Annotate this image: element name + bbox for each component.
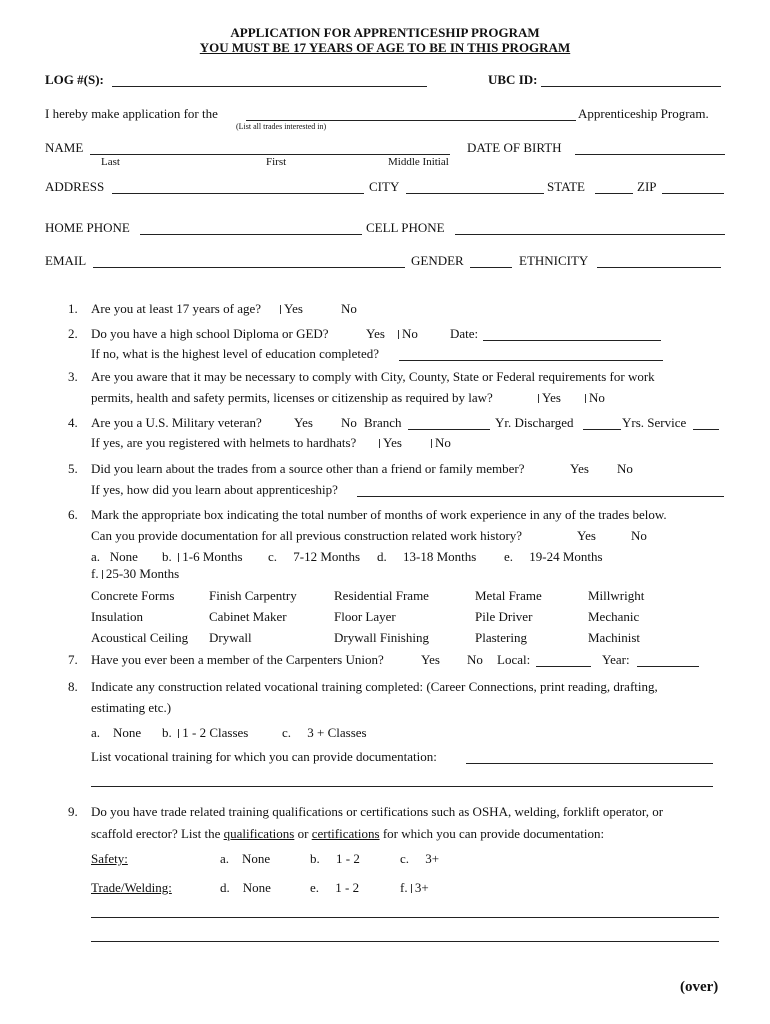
trade-item[interactable]: Pile Driver [475,609,533,624]
dob-field[interactable] [575,154,725,155]
checkbox-icon [538,394,539,403]
trade-item[interactable]: Finish Carpentry [209,588,297,603]
q9-trade-option-d[interactable] [220,881,271,894]
q2-date-field[interactable] [483,340,661,341]
checkbox-icon [178,729,179,738]
email-label: EMAIL [45,253,87,268]
q8-b-letter: b. [162,725,172,740]
q7-text: Have you ever been a member of the Carpenters Union? [91,652,384,667]
q5-text: Did you learn about the trades from a source other than a friend or family member? [91,461,525,476]
trade-item[interactable]: Machinist [588,630,640,645]
q4-discharged-field[interactable] [583,429,621,430]
checkbox-icon [431,439,432,448]
dob-label: DATE OF BIRTH [467,140,562,155]
q9-line2-part: scaffold erector? List the [91,826,221,841]
q4-h2h-no-label: No [435,435,451,450]
q9-td-letter: d. [220,880,230,895]
q5-subquestion: If yes, how did you learn about apprenticeship? [91,482,338,497]
q6-d-letter: d. [377,549,387,564]
trade-item[interactable]: Drywall Finishing [334,630,429,645]
checkbox-icon [178,553,179,562]
q9-line2 [91,827,604,840]
q8-list-field-2[interactable] [91,786,713,787]
name-first-hint: First [266,156,287,168]
q8-line2: estimating etc.) [91,700,172,715]
q2-subquestion: If no, what is the highest level of education completed? [91,346,380,361]
q6-f-label: 25-30 Months [105,566,180,581]
ubc-id-field[interactable] [541,86,721,87]
q5-number: 5. [68,461,78,476]
city-label: CITY [369,179,400,194]
trade-item[interactable]: Plastering [475,630,527,645]
form-title: APPLICATION FOR APPRENTICESHIP PROGRAM [230,25,540,40]
trade-item[interactable]: Metal Frame [475,588,542,603]
q9-sc-letter: c. [400,851,410,866]
state-label: STATE [547,179,585,194]
q9-number: 9. [68,804,78,819]
q9-trade-option-f[interactable] [400,881,429,894]
q7-no-option[interactable]: No [467,652,483,667]
trade-item[interactable]: Mechanic [588,609,640,624]
ethnicity-label: ETHNICITY [519,253,589,268]
q8-option-a[interactable] [91,726,141,739]
over-indicator: (over) [680,979,719,995]
q8-number: 8. [68,679,78,694]
address-field[interactable] [112,193,364,194]
q9-tf-letter: f. [400,880,408,895]
trades-interested-field[interactable] [246,120,576,121]
q4-text: Are you a U.S. Military veteran? [91,415,262,430]
q6-option-c[interactable] [268,550,360,563]
checkbox-icon [280,305,281,314]
q6-yes-option[interactable]: Yes [577,528,596,543]
q4-yes-option[interactable]: Yes [294,415,313,430]
q9-safety-option-a[interactable] [220,852,270,865]
zip-field[interactable] [662,193,724,194]
q3-line2: permits, health and safety permits, licenses or citizenship as required by law? [91,390,493,405]
q7-number: 7. [68,652,78,667]
q9-te-letter: e. [310,880,320,895]
q9-safety-option-b[interactable] [310,852,360,865]
q9-list-field-1[interactable] [91,917,719,918]
trade-item[interactable]: Millwright [588,588,645,603]
q2-education-field[interactable] [399,360,663,361]
q6-option-d[interactable] [377,550,476,563]
q5-no-option[interactable]: No [617,461,633,476]
q8-c-letter: c. [282,725,292,740]
name-middle-hint: Middle Initial [388,156,449,168]
checkbox-icon [379,439,380,448]
q9-line1: Do you have trade related training qualifications or certifications such as OSHA, welding, forklift operator, or [91,804,664,819]
q4-h2h-yes-option[interactable] [379,436,402,449]
q8-a-label: None [113,725,142,740]
checkbox-icon [398,330,399,339]
ethnicity-field[interactable] [597,267,721,268]
q8-list-field[interactable] [466,763,713,764]
city-field[interactable] [406,193,544,194]
name-last-hint: Last [101,156,120,168]
zip-label: ZIP [637,179,657,194]
q4-discharged-label: Yr. Discharged [495,415,574,430]
q4-service-field[interactable] [693,429,719,430]
q8-a-letter: a. [91,725,101,740]
q2-number: 2. [68,326,78,341]
cell-phone-field[interactable] [455,234,725,235]
ubc-id-label: UBC ID: [488,72,538,87]
q9-line2-end: for which you can provide documentation: [382,826,605,841]
checkbox-icon [102,570,103,579]
q7-year-field[interactable] [637,666,699,667]
q8-list-label: List vocational training for which you can provide documentation: [91,749,437,764]
q9-sc-label: 3+ [425,851,440,866]
q5-source-field[interactable] [357,496,724,497]
q7-local-field[interactable] [536,666,591,667]
q8-c-label: 3 + Classes [307,725,367,740]
q6-c-label: 7-12 Months [293,549,361,564]
q3-no-label: No [589,390,605,405]
q6-option-a[interactable] [91,550,138,563]
q9-sa-label: None [242,851,271,866]
trade-item[interactable]: Floor Layer [334,609,396,624]
q6-option-b[interactable] [162,550,243,563]
q6-c-letter: c. [268,549,278,564]
q6-f-letter: f. [91,566,99,581]
q9-list-field-2[interactable] [91,941,719,942]
q1-text: Are you at least 17 years of age? [91,301,262,316]
q6-no-option[interactable]: No [631,528,647,543]
q9-sa-letter: a. [220,851,230,866]
q6-line2: Can you provide documentation for all previous construction related work history? [91,528,523,543]
trade-item[interactable]: Concrete Forms [91,588,175,603]
q9-line2-or: or [297,826,309,841]
q6-line1: Mark the appropriate box indicating the total number of months of work experience in any of the trades below. [91,507,667,522]
q2-no-label: No [402,326,418,341]
trade-item[interactable]: Residential Frame [334,588,429,603]
q6-option-f[interactable] [91,567,179,580]
trade-item[interactable]: Cabinet Maker [209,609,287,624]
q2-text: Do you have a high school Diploma or GED? [91,326,329,341]
form-subtitle: YOU MUST BE 17 YEARS OF AGE TO BE IN THIS PROGRAM [199,40,571,55]
gender-field[interactable] [470,267,512,268]
q4-service-label: Yrs. Service [622,415,687,430]
q9-td-label: None [242,880,271,895]
q4-subquestion: If yes, are you registered with helmets to hardhats? [91,435,357,450]
q1-yes-label: Yes [284,301,303,316]
q4-number: 4. [68,415,78,430]
q1-no-option[interactable]: No [341,301,357,316]
q1-yes-option[interactable] [280,302,303,315]
q1-number: 1. [68,301,78,316]
q9-trade-option-e[interactable] [310,881,359,894]
q6-number: 6. [68,507,78,522]
apply-suffix: Apprenticeship Program. [578,106,709,121]
q9-sb-letter: b. [310,851,320,866]
q2-date-label: Date: [450,326,479,341]
q2-no-option[interactable] [398,327,418,340]
checkbox-icon [411,884,412,893]
q3-line1: Are you aware that it may be necessary to comply with City, County, State or Federal requirements for work [91,369,655,384]
q9-safety-label: Safety: [91,851,128,866]
q6-option-e[interactable] [504,550,603,563]
q3-no-option[interactable] [585,391,605,404]
q6-b-letter: b. [162,549,172,564]
q8-option-b[interactable] [162,726,248,739]
q6-e-label: 19-24 Months [529,549,603,564]
home-phone-label: HOME PHONE [45,220,130,235]
q3-yes-label: Yes [542,390,561,405]
apply-prefix: I hereby make application for the [45,106,218,121]
q9-tf-label: 3+ [414,880,429,895]
email-field[interactable] [93,267,405,268]
q3-number: 3. [68,369,78,384]
q6-e-letter: e. [504,549,514,564]
q8-b-label: 1 - 2 Classes [182,725,249,740]
cell-phone-label: CELL PHONE [366,220,445,235]
q4-h2h-yes-label: Yes [383,435,402,450]
q6-a-label: None [109,549,138,564]
q6-d-label: 13-18 Months [403,549,477,564]
q8-line1: Indicate any construction related vocational training completed: (Career Connections, print reading, drafting, [91,679,658,694]
q3-yes-option[interactable] [538,391,561,404]
q2-yes-option[interactable]: Yes [366,326,385,341]
trade-item[interactable]: Insulation [91,609,143,624]
q9-qualifications-word: qualifications [223,826,295,841]
trade-item[interactable]: Acoustical Ceiling [91,630,189,645]
q4-no-option[interactable]: No [341,415,357,430]
address-label: ADDRESS [45,179,105,194]
home-phone-field[interactable] [140,234,362,235]
q8-option-c[interactable] [282,726,367,739]
name-field[interactable] [90,154,450,155]
q9-sb-label: 1 - 2 [336,851,360,866]
q9-te-label: 1 - 2 [335,880,360,895]
apply-hint: (List all trades interested in) [236,122,327,131]
q9-safety-option-c[interactable] [400,852,439,865]
q4-branch-field[interactable] [408,429,490,430]
q7-year-label: Year: [602,652,630,667]
q9-certifications-word: certifications [311,826,380,841]
gender-label: GENDER [411,253,464,268]
log-label: LOG #(S): [45,72,104,87]
q7-local-label: Local: [497,652,531,667]
name-label: NAME [45,140,84,155]
checkbox-icon [585,394,586,403]
q9-trade-welding-label: Trade/Welding: [91,880,172,895]
trade-item[interactable]: Drywall [209,630,252,645]
q5-yes-option[interactable]: Yes [570,461,589,476]
q4-h2h-no-option[interactable] [431,436,451,449]
state-field[interactable] [595,193,633,194]
q6-a-letter: a. [91,549,101,564]
q4-branch-label: Branch [364,415,402,430]
q6-b-label: 1-6 Months [182,549,243,564]
q7-yes-option[interactable]: Yes [421,652,440,667]
log-field[interactable] [112,86,427,87]
